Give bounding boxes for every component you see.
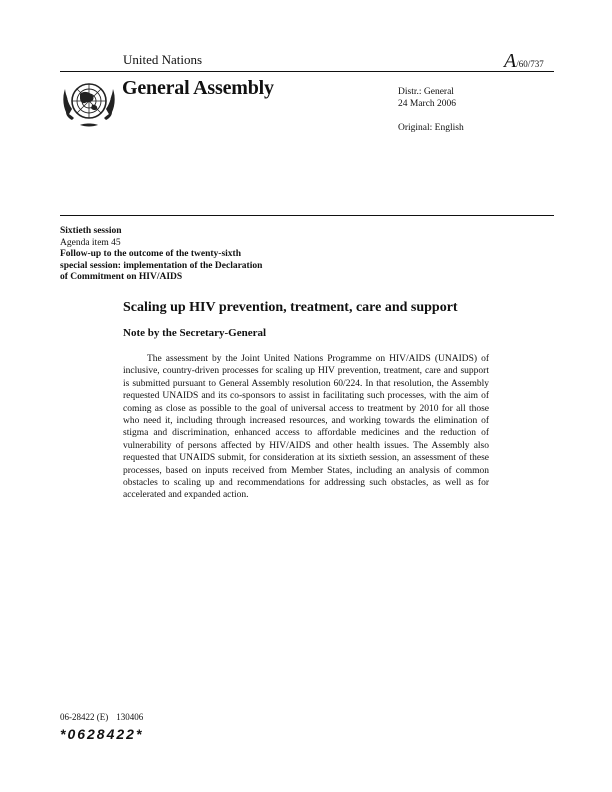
organization-name: United Nations <box>123 52 203 67</box>
agenda-title-line3: of Commitment on HIV/AIDS <box>60 272 183 283</box>
distribution-label: Distr.: General <box>398 87 454 97</box>
note-heading: Note by the Secretary-General <box>123 327 267 339</box>
header-rule-bottom <box>60 215 554 216</box>
distribution-block <box>398 86 464 134</box>
header-rule-top <box>60 71 554 72</box>
session-block <box>60 226 320 284</box>
agenda-title-line2: special session: implementation of the Declaration <box>60 260 263 271</box>
session-name: Sixtieth session <box>60 226 122 236</box>
document-date: 24 March 2006 <box>398 99 457 109</box>
agenda-title-line1: Follow-up to the outcome of the twenty-sixth <box>60 249 242 260</box>
document-title: Scaling up HIV prevention, treatment, care and support <box>123 300 458 315</box>
job-number-code: 06-28422 (E) <box>60 712 109 722</box>
document-symbol <box>504 50 544 73</box>
assembly-title: General Assembly <box>122 77 274 99</box>
barcode-text: *0628422* <box>60 726 144 742</box>
body-paragraph: The assessment by the Joint United Nations Programme on HIV/AIDS (UNAIDS) of inclusive, country-driven processes for scaling up HIV prevention, treatment, care and support is submitted pursuant to General Assembly resolution 60/224. In that resolution, the Assembly requested UNAIDS and its co-sponsors to assist in facilitating such processes, with the aim of coming as close as possible to the goal of universal access to treatment by 2010 for all those who need it, including through increased resources, and working towards the elimination of stigma and discrimination, enhanced access to affordable medicines and the reduction of vulnerability of persons affected by HIV/AIDS and other health issues. The Assembly also requested that UNAIDS submit, for consideration at its sixtieth session, an assessment of these processes, based on inputs received from Member States, including an analysis of common obstacles to scaling up and recommendations for addressing such obstacles, as well as for accelerated and expanded action. <box>123 354 489 501</box>
agenda-item: Agenda item 45 <box>60 237 121 248</box>
document-symbol-suffix: /60/737 <box>516 59 544 69</box>
original-language: Original: English <box>398 123 464 133</box>
job-number <box>60 712 151 722</box>
document-symbol-prefix: A <box>504 50 517 72</box>
un-emblem-icon <box>60 72 118 130</box>
job-number-date: 130406 <box>116 712 144 722</box>
